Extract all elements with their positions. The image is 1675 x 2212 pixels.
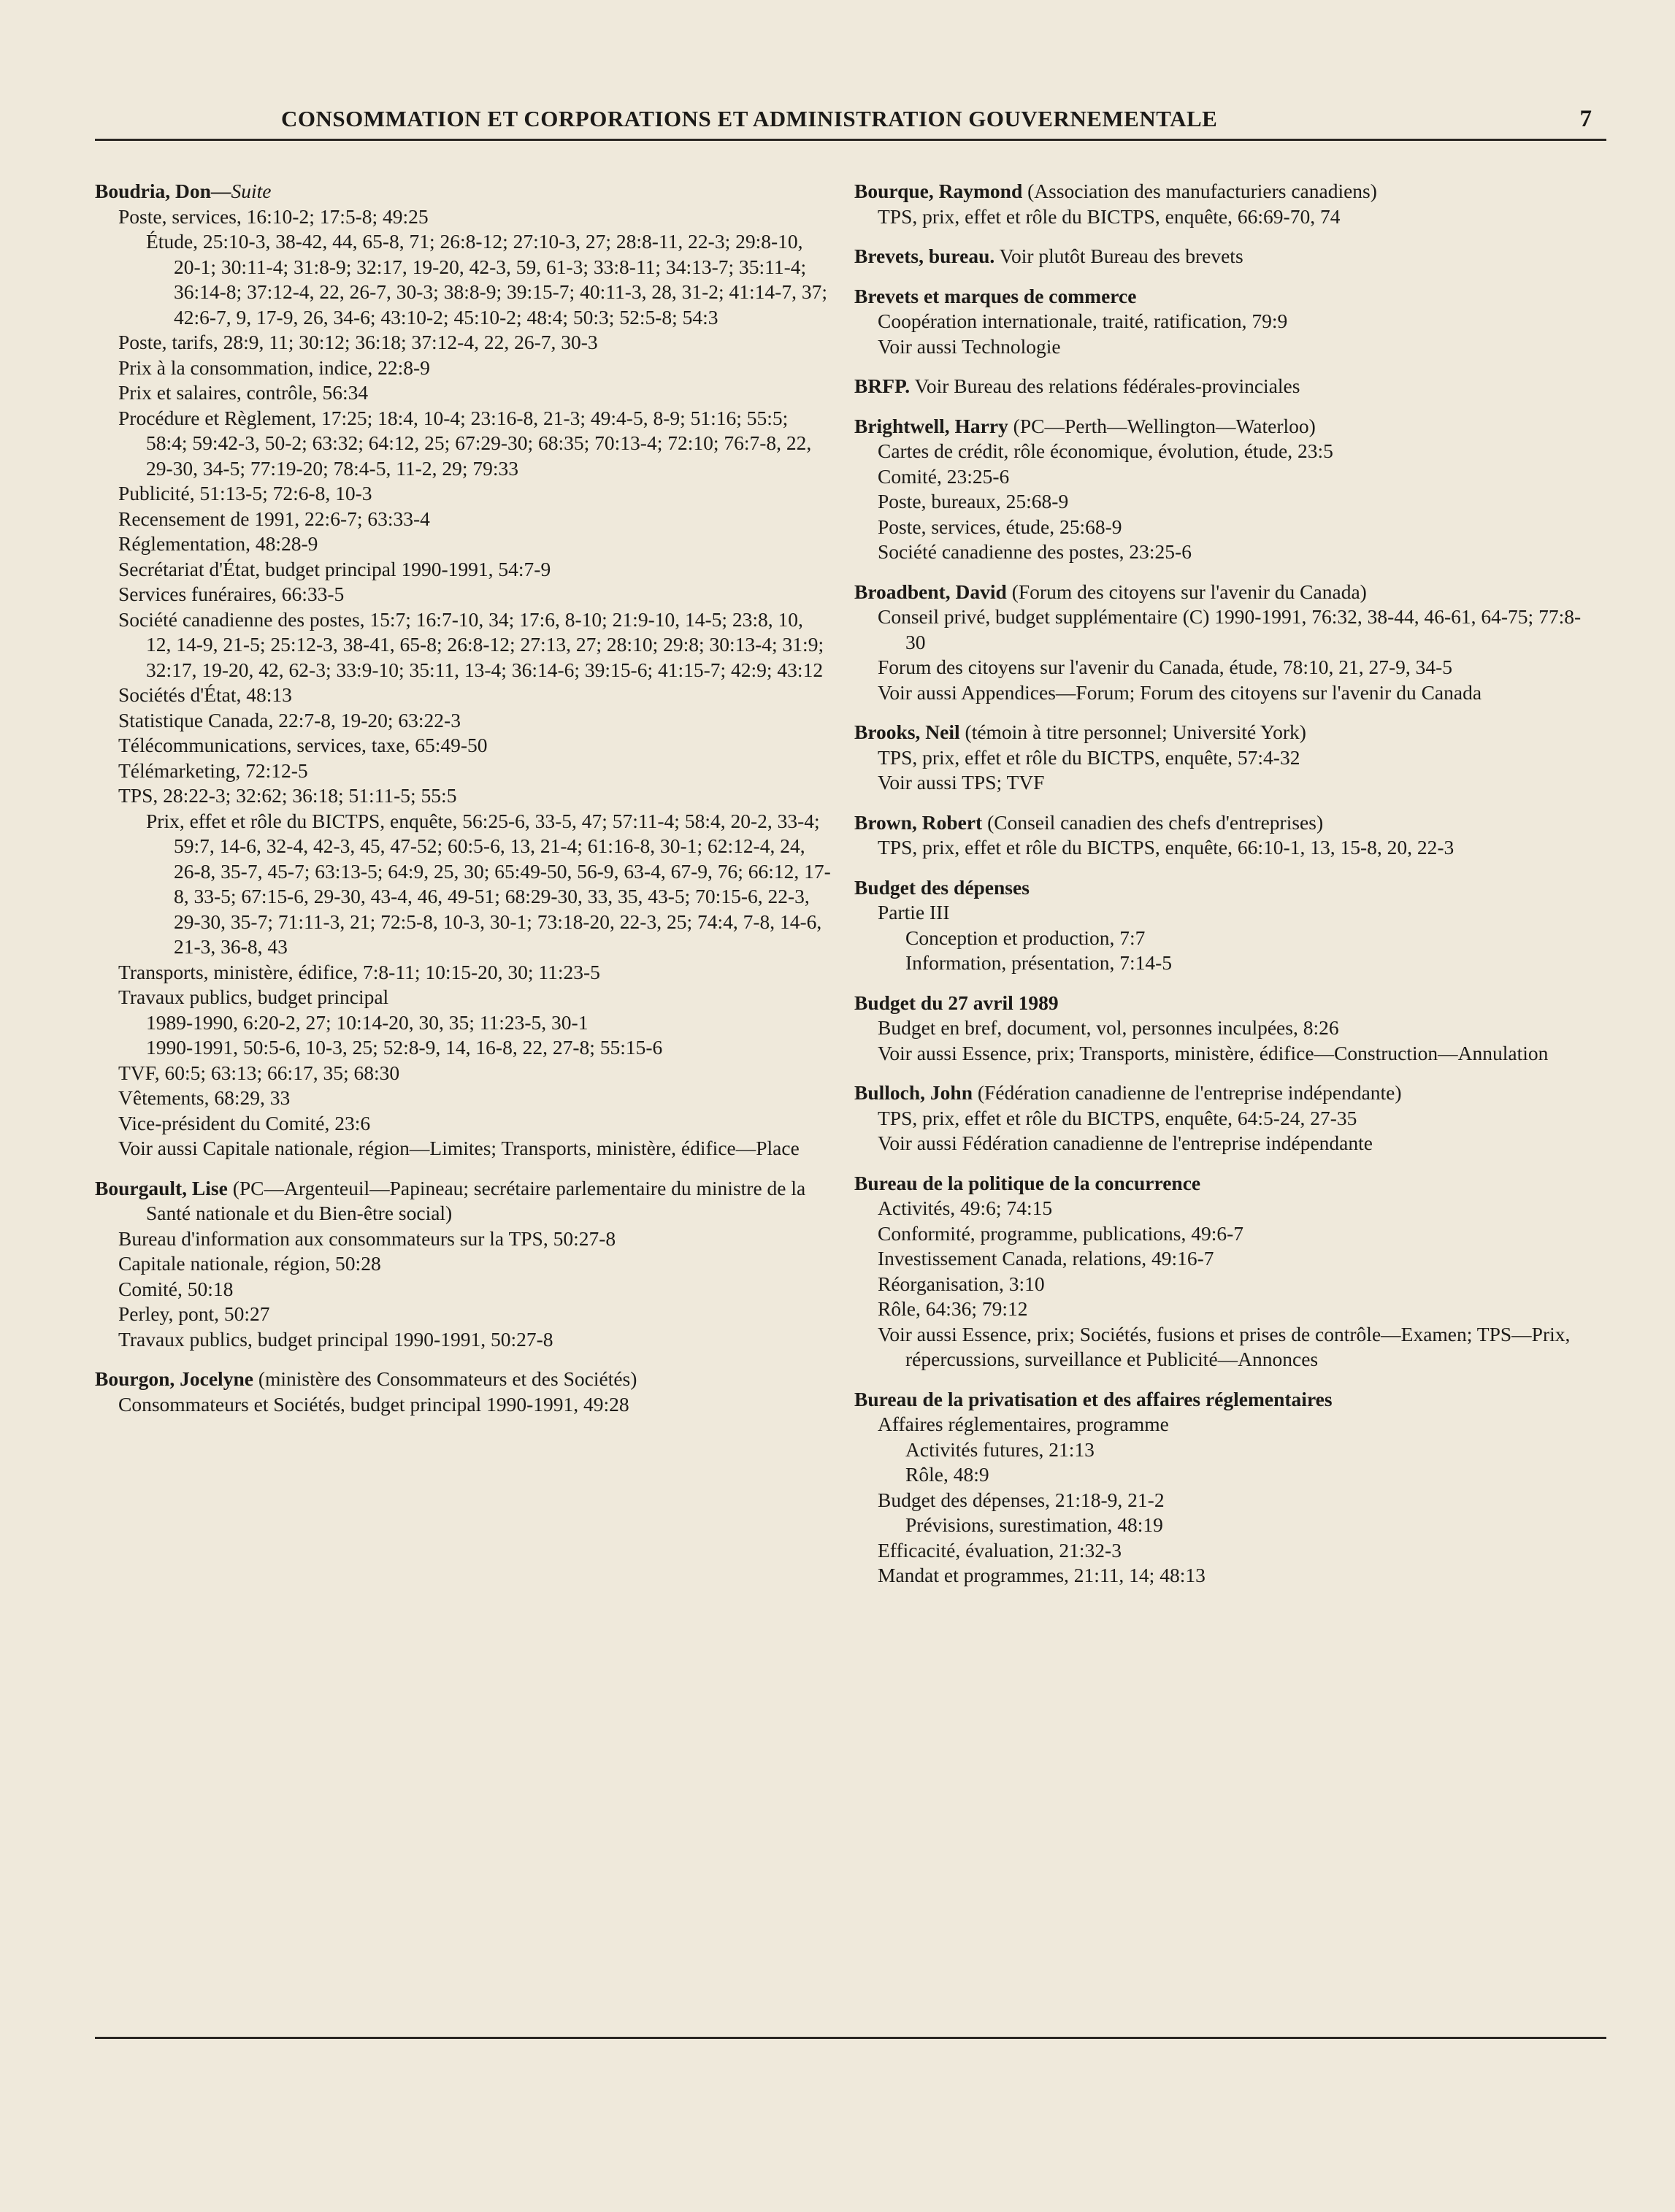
entry-descriptor: (PC—Argenteuil—Papineau; secrétaire parlementaire du ministre de la Santé nationale et du Bien-être social) <box>146 1176 806 1224</box>
index-entry <box>854 1080 1599 1156</box>
index-subentry: Voir aussi Appendices—Forum; Forum des citoyens sur l'avenir du Canada <box>878 680 1482 704</box>
entry-descriptor: Voir Bureau des relations fédérales-provinciales <box>910 375 1300 397</box>
index-subsubentry: Prix, effet et rôle du BICTPS, enquête, 56:25-6, 33-5, 47; 57:11-4; 58:4, 20-2, 33-4; 59:7, 14-6, 32-4, 42-3, 45, 47-52; 60:5-6, 13, 21-4; 61:16-8, 30-1; 62:12-4, 24, 26-8, 35-7, 45-7; 63:13-5; 64:9, 25, 30; 65:49-50, 56-9, 63-4, 67-9, 76; 66:12, 17-8, 33-5; 67:15-6, 29-30, 43-4, 46, 49-51; 68:29-30, 33, 35, 43-5; 70:15-6, 22-3, 29-30, 35-7; 71:11-3, 21; 72:5-8, 10-3, 30-1; 73:18-20, 22-3, 25; 74:4, 7-8, 14-6, 21-3, 36-8, 43 <box>146 809 831 958</box>
index-subentry: Investissement Canada, relations, 49:16-7 <box>878 1247 1214 1270</box>
index-subentry: Comité, 50:18 <box>118 1277 234 1300</box>
index-subentry: Capitale nationale, région, 50:28 <box>118 1252 381 1275</box>
index-subsubentry: Étude, 25:10-3, 38-42, 44, 65-8, 71; 26:8-12; 27:10-3, 27; 28:8-11, 22-3; 29:8-10, 20-1; 30:11-4; 31:8-9; 32:17, 19-20, 42-3, 59, 61-3; 33:8-11; 34:13-7; 35:11-4; 36:14-8; 37:12-4, 22, 26-7, 30-3; 38:8-9; 39:15-7; 40:11-3, 28, 31-2; 41:14-7, 37; 42:6-7, 9, 17-9, 26, 34-6; 43:10-2; 45:10-2; 48:4; 50:3; 52:5-8; 54:3 <box>146 230 827 329</box>
entry-name: Bourgon, Jocelyne <box>95 1367 253 1390</box>
index-subentry: Statistique Canada, 22:7-8, 19-20; 63:22-3 <box>118 708 461 731</box>
entry-descriptor: (PC—Perth—Wellington—Waterloo) <box>1008 414 1316 437</box>
entry-heading <box>854 580 1599 605</box>
index-entry <box>854 580 1599 706</box>
header-rule <box>95 139 1606 141</box>
entry-descriptor: (Association des manufacturiers canadiens) <box>1022 180 1377 202</box>
entry-heading <box>854 414 1599 439</box>
index-subentry: Recensement de 1991, 22:6-7; 63:33-4 <box>118 507 430 530</box>
entry-heading <box>854 1080 1599 1106</box>
index-subentry: TPS, prix, effet et rôle du BICTPS, enquête, 66:10-1, 13, 15-8, 20, 22-3 <box>878 836 1454 859</box>
index-subsubentry: Information, présentation, 7:14-5 <box>905 951 1173 974</box>
entry-name: Bureau de la privatisation et des affaires réglementaires <box>854 1387 1333 1410</box>
index-column-right <box>854 179 1599 1603</box>
index-subentry: Rôle, 64:36; 79:12 <box>878 1297 1028 1320</box>
entry-name: Bulloch, John <box>854 1081 973 1104</box>
index-subentry: Coopération internationale, traité, ratification, 79:9 <box>878 310 1288 332</box>
entry-heading <box>854 284 1599 310</box>
index-subentry: TPS, prix, effet et rôle du BICTPS, enquête, 57:4-32 <box>878 745 1300 769</box>
footer-rule <box>95 2037 1606 2039</box>
page-title: CONSOMMATION ET CORPORATIONS ET ADMINISTRATION GOUVERNEMENTALE <box>281 106 1218 131</box>
index-subentry: Publicité, 51:13-5; 72:6-8, 10-3 <box>118 482 372 504</box>
entry-name: Brown, Robert <box>854 810 983 834</box>
index-subentry: Voir aussi Essence, prix; Sociétés, fusions et prises de contrôle—Examen; TPS—Prix, répercussions, surveillance et Publicité—Annonces <box>878 1322 1571 1370</box>
index-subentry: Sociétés d'État, 48:13 <box>118 683 292 706</box>
index-subentry: Réorganisation, 3:10 <box>878 1272 1045 1295</box>
entry-heading <box>95 1367 832 1392</box>
index-entry <box>854 1171 1599 1372</box>
entry-name: BRFP. <box>854 375 911 397</box>
entry-heading <box>854 720 1599 745</box>
entry-descriptor: (Forum des citoyens sur l'avenir du Canada) <box>1006 580 1367 603</box>
entry-name: Broadbent, David <box>854 580 1007 603</box>
entry-name: Bureau de la politique de la concurrence <box>854 1171 1201 1194</box>
entry-descriptor: (Conseil canadien des chefs d'entreprises) <box>982 810 1324 834</box>
index-subentry: Affaires réglementaires, programme <box>878 1413 1169 1435</box>
entry-heading <box>854 875 1599 901</box>
index-subentry: Société canadienne des postes, 23:25-6 <box>878 540 1192 563</box>
index-subentry: Société canadienne des postes, 15:7; 16:7-10, 34; 17:6, 8-10; 21:9-10, 14-5; 23:8, 10, 12, 14-9, 21-5; 25:12-3, 38-41, 65-8; 26:8-12; 27:13, 27; 28:10; 29:8; 30:13-4; 31:9; 32:17, 19-20, 42, 62-3; 33:9-10; 35:11, 13-4; 36:14-6; 39:15-6; 41:15-7; 42:9; 43:12 <box>118 607 824 681</box>
index-subsubentry: 1990-1991, 50:5-6, 10-3, 25; 52:8-9, 14, 16-8, 22, 27-8; 55:15-6 <box>146 1036 663 1059</box>
index-subentry: Travaux publics, budget principal 1990-1991, 50:27-8 <box>118 1327 553 1351</box>
index-subentry: Efficacité, évaluation, 21:32-3 <box>878 1538 1122 1562</box>
entry-heading <box>854 810 1599 836</box>
index-subentry: Poste, services, 16:10-2; 17:5-8; 49:25 <box>118 204 429 228</box>
entry-heading <box>854 374 1599 399</box>
index-subsubentry: Prévisions, surestimation, 48:19 <box>905 1513 1163 1536</box>
index-subentry: Procédure et Règlement, 17:25; 18:4, 10-4; 23:16-8, 21-3; 49:4-5, 8-9; 51:16; 55:5; 58:4; 59:42-3, 50-2; 63:32; 64:12, 25; 67:29-30; 68:35; 70:13-4; 72:10; 76:7-8, 22, 29-30, 34-5; 77:19-20; 78:4-5, 11-2, 29; 79:33 <box>118 406 812 480</box>
entry-descriptor: (témoin à titre personnel; Université York) <box>959 721 1306 743</box>
index-subentry: Services funéraires, 66:33-5 <box>118 583 345 605</box>
index-entry <box>854 810 1599 861</box>
index-subentry: Comité, 23:25-6 <box>878 464 1010 488</box>
index-subentry: Conformité, programme, publications, 49:6-7 <box>878 1221 1244 1245</box>
entry-descriptor: (Fédération canadienne de l'entreprise indépendante) <box>973 1081 1402 1104</box>
entry-name: Bourque, Raymond <box>854 180 1023 202</box>
index-subentry: Mandat et programmes, 21:11, 14; 48:13 <box>878 1564 1206 1586</box>
index-subentry: TPS, 28:22-3; 32:62; 36:18; 51:11-5; 55:5 <box>118 784 457 807</box>
index-subsubentry: 1989-1990, 6:20-2, 27; 10:14-20, 30, 35; 11:23-5, 30-1 <box>146 1010 589 1034</box>
index-subentry: Forum des citoyens sur l'avenir du Canada, étude, 78:10, 21, 27-9, 34-5 <box>878 656 1453 678</box>
page-header <box>95 106 1592 138</box>
index-subentry: Poste, services, étude, 25:68-9 <box>878 515 1122 538</box>
index-subentry: Prix à la consommation, indice, 22:8-9 <box>118 356 430 379</box>
index-subentry: Voir aussi Essence, prix; Transports, ministère, édifice—Construction—Annulation <box>878 1041 1549 1064</box>
entry-heading <box>854 1387 1599 1413</box>
index-entry <box>854 991 1599 1067</box>
entry-name: Boudria, Don— <box>95 180 231 202</box>
entry-name: Brevets et marques de commerce <box>854 284 1137 307</box>
index-subentry: Cartes de crédit, rôle économique, évolution, étude, 23:5 <box>878 439 1333 462</box>
index-entry <box>854 720 1599 796</box>
index-column-left <box>95 179 832 1432</box>
index-subentry: Travaux publics, budget principal <box>118 986 389 1008</box>
index-entry <box>854 284 1599 360</box>
entry-descriptor: Voir plutôt Bureau des brevets <box>994 245 1243 267</box>
index-subentry: Conseil privé, budget supplémentaire (C) 1990-1991, 76:32, 38-44, 46-61, 64-75; 77:8-30 <box>878 605 1582 653</box>
index-subentry: Poste, tarifs, 28:9, 11; 30:12; 36:18; 37:12-4, 22, 26-7, 30-3 <box>118 331 598 353</box>
index-subentry: Transports, ministère, édifice, 7:8-11; 10:15-20, 30; 11:23-5 <box>118 960 600 983</box>
entry-descriptor: (ministère des Consommateurs et des Sociétés) <box>253 1367 637 1390</box>
entry-heading <box>95 179 832 204</box>
index-subentry: Vêtements, 68:29, 33 <box>118 1086 291 1109</box>
index-subsubentry: Activités futures, 21:13 <box>905 1437 1095 1461</box>
index-subentry: Secrétariat d'État, budget principal 1990-1991, 54:7-9 <box>118 557 551 580</box>
index-subentry: TPS, prix, effet et rôle du BICTPS, enquête, 64:5-24, 27-35 <box>878 1106 1357 1129</box>
entry-heading <box>854 244 1599 269</box>
index-subentry: Consommateurs et Sociétés, budget principal 1990-1991, 49:28 <box>118 1392 629 1416</box>
entry-descriptor: Suite <box>231 180 272 202</box>
entry-name: Budget du 27 avril 1989 <box>854 991 1059 1014</box>
entry-name: Brightwell, Harry <box>854 414 1008 437</box>
index-entry <box>854 414 1599 565</box>
index-subentry: Réglementation, 48:28-9 <box>118 532 318 555</box>
entry-heading <box>854 991 1599 1016</box>
index-entry <box>854 179 1599 229</box>
entry-heading <box>95 1176 832 1226</box>
index-subentry: Prix et salaires, contrôle, 56:34 <box>118 381 369 404</box>
index-entry <box>854 1387 1599 1589</box>
index-subentry: TPS, prix, effet et rôle du BICTPS, enquête, 66:69-70, 74 <box>878 204 1341 228</box>
index-subentry: Vice-président du Comité, 23:6 <box>118 1111 371 1134</box>
index-entry <box>854 374 1599 399</box>
index-entry <box>95 1367 832 1417</box>
index-subentry: Perley, pont, 50:27 <box>118 1302 270 1325</box>
entry-heading <box>854 179 1599 204</box>
index-subentry: Voir aussi Technologie <box>878 334 1061 358</box>
index-subentry: Activités, 49:6; 74:15 <box>878 1197 1053 1219</box>
index-subsubentry: Rôle, 48:9 <box>905 1463 989 1486</box>
index-entry <box>95 179 832 1161</box>
index-subentry: TVF, 60:5; 63:13; 66:17, 35; 68:30 <box>118 1061 400 1084</box>
index-subentry: Poste, bureaux, 25:68-9 <box>878 490 1069 512</box>
index-subentry: Télémarketing, 72:12-5 <box>118 759 308 782</box>
index-subentry: Budget des dépenses, 21:18-9, 21-2 <box>878 1488 1165 1511</box>
entry-name: Brooks, Neil <box>854 721 960 743</box>
index-entry <box>854 875 1599 976</box>
entry-heading <box>854 1171 1599 1197</box>
index-subentry: Télécommunications, services, taxe, 65:49-50 <box>118 734 488 756</box>
index-entry <box>95 1176 832 1353</box>
index-subentry: Voir aussi Fédération canadienne de l'entreprise indépendante <box>878 1132 1373 1154</box>
index-subentry: Bureau d'information aux consommateurs sur la TPS, 50:27-8 <box>118 1226 616 1250</box>
entry-name: Brevets, bureau. <box>854 245 995 267</box>
index-subentry: Voir aussi TPS; TVF <box>878 771 1045 794</box>
entry-name: Bourgault, Lise <box>95 1176 228 1199</box>
page-number: 7 <box>1579 106 1592 132</box>
index-entry <box>854 244 1599 269</box>
index-subentry: Budget en bref, document, vol, personnes inculpées, 8:26 <box>878 1016 1339 1039</box>
index-subentry: Partie III <box>878 901 950 923</box>
index-subsubentry: Conception et production, 7:7 <box>905 926 1146 949</box>
entry-name: Budget des dépenses <box>854 875 1030 899</box>
index-subentry: Voir aussi Capitale nationale, région—Limites; Transports, ministère, édifice—Place <box>118 1137 800 1159</box>
